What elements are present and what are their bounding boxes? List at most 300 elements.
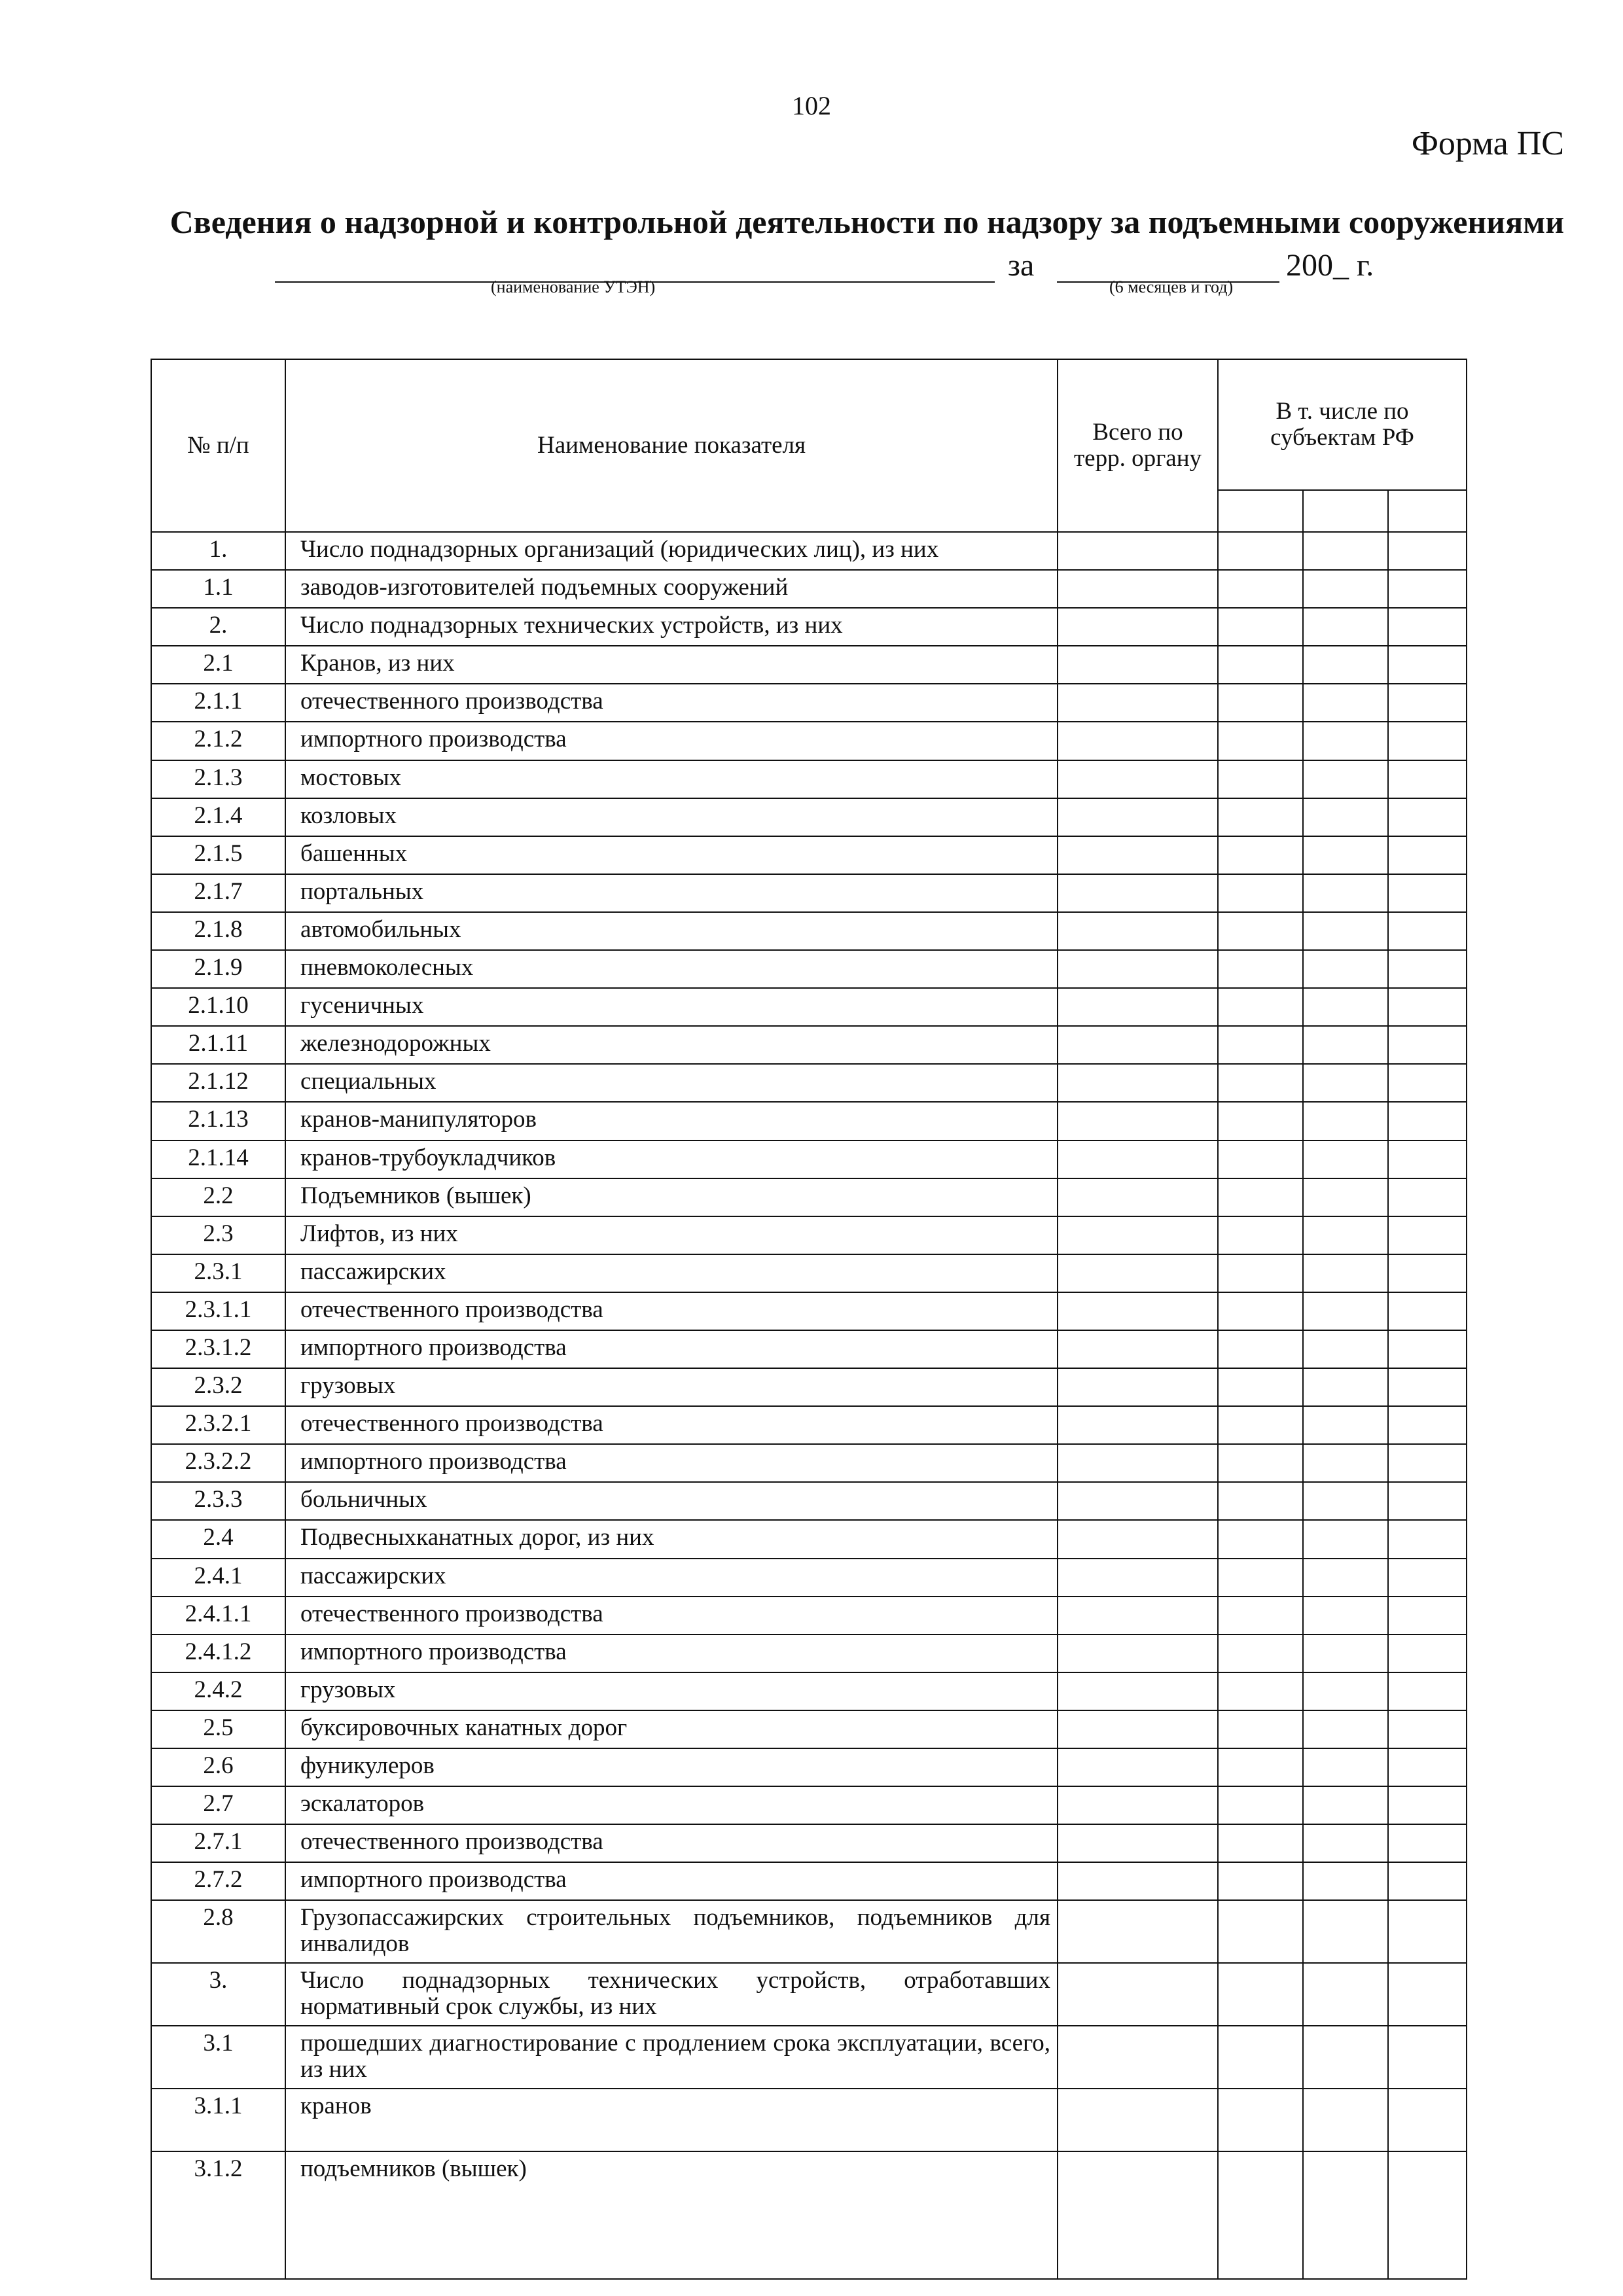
row-indicator-name: пневмоколесных: [285, 950, 1058, 988]
indicators-table: [151, 359, 1467, 2280]
row-indicator-name: Подъемников (вышек): [285, 1178, 1058, 1216]
table-row: [151, 1862, 1467, 1900]
total-cell[interactable]: [1058, 2026, 1218, 2089]
table-row: [151, 988, 1467, 1026]
total-cell[interactable]: [1058, 1824, 1218, 1862]
total-cell[interactable]: [1058, 1064, 1218, 1102]
subject-1-cell[interactable]: [1218, 1026, 1303, 1064]
subject-2-cell[interactable]: [1303, 1597, 1388, 1634]
row-number: 2.1.4: [151, 798, 285, 836]
header-number: № п/п: [151, 359, 285, 532]
row-indicator-name: импортного производства: [285, 1444, 1058, 1482]
subject-2-cell[interactable]: [1303, 722, 1388, 760]
subject-1-cell[interactable]: [1218, 912, 1303, 950]
table-row: [151, 684, 1467, 722]
subject-1-cell[interactable]: [1218, 2151, 1303, 2279]
period-caption: (6 месяцев и год): [1109, 277, 1234, 296]
subject-3-cell[interactable]: [1388, 1520, 1467, 1558]
table-row: [151, 1634, 1467, 1672]
total-cell[interactable]: [1058, 1330, 1218, 1368]
subject-3-cell[interactable]: [1388, 722, 1467, 760]
subject-2-cell[interactable]: [1303, 1559, 1388, 1597]
table-row: [151, 1178, 1467, 1216]
row-indicator-name: импортного производства: [285, 1330, 1058, 1368]
row-indicator-name: грузовых: [285, 1672, 1058, 1710]
row-number: 2.3.2.1: [151, 1406, 285, 1444]
row-number: 2.: [151, 608, 285, 646]
subject-3-cell[interactable]: [1388, 1634, 1467, 1672]
row-indicator-name: кранов-трубоукладчиков: [285, 1140, 1058, 1178]
subject-1-cell[interactable]: [1218, 1330, 1303, 1368]
row-indicator-name: гусеничных: [285, 988, 1058, 1026]
subject-3-cell[interactable]: [1388, 760, 1467, 798]
subject-1-cell[interactable]: [1218, 2089, 1303, 2151]
row-number: 2.6: [151, 1748, 285, 1786]
subject-3-cell[interactable]: [1388, 836, 1467, 874]
table-row: [151, 1216, 1467, 1254]
total-cell[interactable]: [1058, 950, 1218, 988]
subject-1-cell[interactable]: [1218, 988, 1303, 1026]
header-name: Наименование показателя: [285, 359, 1058, 532]
row-indicator-name: прошедших диагностирование с продлением срока эксплуатации, всего, из них: [285, 2026, 1058, 2089]
total-cell[interactable]: [1058, 1482, 1218, 1520]
total-cell[interactable]: [1058, 1368, 1218, 1406]
row-number: 2.1.5: [151, 836, 285, 874]
subject-3-cell[interactable]: [1388, 1026, 1467, 1064]
subject-1-cell[interactable]: [1218, 1748, 1303, 1786]
total-cell[interactable]: [1058, 1292, 1218, 1330]
subject-3-cell[interactable]: [1388, 1102, 1467, 1140]
row-indicator-name: Подвесныхканатных дорог, из них: [285, 1520, 1058, 1558]
table-row: [151, 1026, 1467, 1064]
subject-3-cell[interactable]: [1388, 1254, 1467, 1292]
total-cell[interactable]: [1058, 646, 1218, 684]
row-number: 2.1.11: [151, 1026, 285, 1064]
subject-3-cell[interactable]: [1388, 1748, 1467, 1786]
row-number: 2.8: [151, 1900, 285, 1963]
subject-2-cell[interactable]: [1303, 1330, 1388, 1368]
subject-2-cell[interactable]: [1303, 684, 1388, 722]
row-indicator-name: импортного производства: [285, 1862, 1058, 1900]
total-cell[interactable]: [1058, 1254, 1218, 1292]
subject-2-cell[interactable]: [1303, 950, 1388, 988]
subject-1-cell[interactable]: [1218, 1710, 1303, 1748]
row-indicator-name: импортного производства: [285, 722, 1058, 760]
page-number: 102: [792, 91, 831, 120]
row-number: 2.4.1.2: [151, 1634, 285, 1672]
total-cell[interactable]: [1058, 2089, 1218, 2151]
for-word: за: [1008, 248, 1035, 283]
row-number: 1.1: [151, 570, 285, 608]
table-row: [151, 1748, 1467, 1786]
subject-3-cell[interactable]: [1388, 1786, 1467, 1824]
subject-3-cell[interactable]: [1388, 1672, 1467, 1710]
row-number: 2.1.2: [151, 722, 285, 760]
subject-2-cell[interactable]: [1303, 760, 1388, 798]
total-cell[interactable]: [1058, 1862, 1218, 1900]
table-row: [151, 950, 1467, 988]
total-cell[interactable]: [1058, 1140, 1218, 1178]
subject-1-cell[interactable]: [1218, 1406, 1303, 1444]
total-cell[interactable]: [1058, 1520, 1218, 1558]
subject-3-cell[interactable]: [1388, 1597, 1467, 1634]
subject-1-cell[interactable]: [1218, 760, 1303, 798]
total-cell[interactable]: [1058, 532, 1218, 570]
total-cell[interactable]: [1058, 836, 1218, 874]
row-indicator-name: кранов: [285, 2089, 1058, 2151]
subject-2-cell[interactable]: [1303, 988, 1388, 1026]
row-number: 2.1.7: [151, 874, 285, 912]
row-indicator-name: отечественного производства: [285, 1292, 1058, 1330]
table-row: [151, 1520, 1467, 1558]
subject-3-cell[interactable]: [1388, 950, 1467, 988]
subject-1-cell[interactable]: [1218, 608, 1303, 646]
row-number: 2.7: [151, 1786, 285, 1824]
total-cell[interactable]: [1058, 912, 1218, 950]
total-cell[interactable]: [1058, 684, 1218, 722]
total-cell[interactable]: [1058, 1672, 1218, 1710]
subject-2-cell[interactable]: [1303, 1786, 1388, 1824]
row-number: 2.7.1: [151, 1824, 285, 1862]
subject-1-cell[interactable]: [1218, 1559, 1303, 1597]
organization-caption: (наименование УТЭН): [491, 277, 656, 296]
table-row: [151, 1254, 1467, 1292]
period-line: [275, 247, 1603, 296]
table-row: [151, 1482, 1467, 1520]
subject-2-cell[interactable]: [1303, 912, 1388, 950]
subject-2-cell[interactable]: [1303, 1672, 1388, 1710]
row-number: 3.: [151, 1963, 285, 2026]
row-number: 3.1: [151, 2026, 285, 2089]
subject-2-cell[interactable]: [1303, 1520, 1388, 1558]
row-number: 1.: [151, 532, 285, 570]
table-row: [151, 798, 1467, 836]
row-number: 2.3.1.1: [151, 1292, 285, 1330]
table-row: [151, 1064, 1467, 1102]
table-row: [151, 912, 1467, 950]
subject-1-cell[interactable]: [1218, 1254, 1303, 1292]
subject-2-cell[interactable]: [1303, 1900, 1388, 1963]
header-subject-3: [1388, 490, 1467, 532]
header-subject-2: [1303, 490, 1388, 532]
table-row: [151, 1963, 1467, 2026]
total-cell[interactable]: [1058, 988, 1218, 1026]
subject-3-cell[interactable]: [1388, 1178, 1467, 1216]
row-indicator-name: буксировочных канатных дорог: [285, 1710, 1058, 1748]
row-indicator-name: отечественного производства: [285, 684, 1058, 722]
subject-1-cell[interactable]: [1218, 798, 1303, 836]
row-indicator-name: Кранов, из них: [285, 646, 1058, 684]
table-row: [151, 2089, 1467, 2151]
subject-3-cell[interactable]: [1388, 1330, 1467, 1368]
subject-2-cell[interactable]: [1303, 532, 1388, 570]
subject-3-cell[interactable]: [1388, 912, 1467, 950]
subject-3-cell[interactable]: [1388, 608, 1467, 646]
subject-2-cell[interactable]: [1303, 836, 1388, 874]
total-cell[interactable]: [1058, 1710, 1218, 1748]
row-number: 3.1.1: [151, 2089, 285, 2151]
row-indicator-name: автомобильных: [285, 912, 1058, 950]
subject-2-cell[interactable]: [1303, 2089, 1388, 2151]
subject-1-cell[interactable]: [1218, 1963, 1303, 2026]
subject-3-cell[interactable]: [1388, 1862, 1467, 1900]
row-indicator-name: Число поднадзорных технических устройств, из них: [285, 608, 1058, 646]
total-cell[interactable]: [1058, 1102, 1218, 1140]
subject-1-cell[interactable]: [1218, 646, 1303, 684]
row-indicator-name: отечественного производства: [285, 1597, 1058, 1634]
total-cell[interactable]: [1058, 1026, 1218, 1064]
total-cell[interactable]: [1058, 1178, 1218, 1216]
row-number: 2.4.2: [151, 1672, 285, 1710]
subject-1-cell[interactable]: [1218, 684, 1303, 722]
subject-2-cell[interactable]: [1303, 1482, 1388, 1520]
subject-2-cell[interactable]: [1303, 1862, 1388, 1900]
subject-2-cell[interactable]: [1303, 1444, 1388, 1482]
year-field: 200_ г.: [1286, 248, 1374, 283]
row-number: 2.4: [151, 1520, 285, 1558]
table-row: [151, 1444, 1467, 1482]
subject-2-cell[interactable]: [1303, 2026, 1388, 2089]
header-subject-1: [1218, 490, 1303, 532]
subject-3-cell[interactable]: [1388, 570, 1467, 608]
subject-2-cell[interactable]: [1303, 2151, 1388, 2279]
row-number: 2.7.2: [151, 1862, 285, 1900]
subject-3-cell[interactable]: [1388, 684, 1467, 722]
total-cell[interactable]: [1058, 1597, 1218, 1634]
total-cell[interactable]: [1058, 1748, 1218, 1786]
subject-2-cell[interactable]: [1303, 1254, 1388, 1292]
total-cell[interactable]: [1058, 1559, 1218, 1597]
subject-2-cell[interactable]: [1303, 646, 1388, 684]
table-row: [151, 1786, 1467, 1824]
table-row: [151, 1672, 1467, 1710]
subject-1-cell[interactable]: [1218, 1292, 1303, 1330]
subject-1-cell[interactable]: [1218, 1444, 1303, 1482]
row-indicator-name: железнодорожных: [285, 1026, 1058, 1064]
subject-3-cell[interactable]: [1388, 2151, 1467, 2279]
row-number: 2.3.1.2: [151, 1330, 285, 1368]
total-cell[interactable]: [1058, 1406, 1218, 1444]
subject-1-cell[interactable]: [1218, 950, 1303, 988]
subject-1-cell[interactable]: [1218, 1178, 1303, 1216]
subject-1-cell[interactable]: [1218, 1140, 1303, 1178]
total-cell[interactable]: [1058, 1900, 1218, 1963]
row-indicator-name: отечественного производства: [285, 1406, 1058, 1444]
row-number: 2.3.2: [151, 1368, 285, 1406]
subject-1-cell[interactable]: [1218, 722, 1303, 760]
row-number: 2.1: [151, 646, 285, 684]
table-row: [151, 2151, 1467, 2279]
subject-3-cell[interactable]: [1388, 532, 1467, 570]
row-indicator-name: башенных: [285, 836, 1058, 874]
row-number: 2.5: [151, 1710, 285, 1748]
row-indicator-name: мостовых: [285, 760, 1058, 798]
subject-2-cell[interactable]: [1303, 608, 1388, 646]
subject-1-cell[interactable]: [1218, 2026, 1303, 2089]
subject-3-cell[interactable]: [1388, 1444, 1467, 1482]
total-cell[interactable]: [1058, 1216, 1218, 1254]
subject-2-cell[interactable]: [1303, 1748, 1388, 1786]
document-title: Сведения о надзорной и контрольной деятельности по надзору за подъемными сооружениями: [169, 203, 1564, 240]
subject-3-cell[interactable]: [1388, 2026, 1467, 2089]
subject-2-cell[interactable]: [1303, 1710, 1388, 1748]
table-row: [151, 1710, 1467, 1748]
table-row: [151, 1559, 1467, 1597]
subject-3-cell[interactable]: [1388, 798, 1467, 836]
subject-1-cell[interactable]: [1218, 532, 1303, 570]
subject-3-cell[interactable]: [1388, 1140, 1467, 1178]
subject-3-cell[interactable]: [1388, 2089, 1467, 2151]
subject-1-cell[interactable]: [1218, 1862, 1303, 1900]
table-row: [151, 532, 1467, 570]
table-row: [151, 1824, 1467, 1862]
row-indicator-name: больничных: [285, 1482, 1058, 1520]
row-number: 3.1.2: [151, 2151, 285, 2279]
row-indicator-name: пассажирских: [285, 1254, 1058, 1292]
table-row: [151, 608, 1467, 646]
row-number: 2.4.1.1: [151, 1597, 285, 1634]
row-indicator-name: портальных: [285, 874, 1058, 912]
subject-2-cell[interactable]: [1303, 1963, 1388, 2026]
subject-2-cell[interactable]: [1303, 1292, 1388, 1330]
subject-1-cell[interactable]: [1218, 1102, 1303, 1140]
row-indicator-name: кранов-манипуляторов: [285, 1102, 1058, 1140]
subject-2-cell[interactable]: [1303, 798, 1388, 836]
subject-3-cell[interactable]: [1388, 1963, 1467, 2026]
row-number: 2.1.9: [151, 950, 285, 988]
table-row: [151, 570, 1467, 608]
total-cell[interactable]: [1058, 722, 1218, 760]
table-row: [151, 1900, 1467, 1963]
table-row: [151, 1140, 1467, 1178]
table-row: [151, 1406, 1467, 1444]
row-indicator-name: эскалаторов: [285, 1786, 1058, 1824]
total-cell[interactable]: [1058, 1786, 1218, 1824]
header-total: Всего по терр. органу: [1058, 359, 1218, 532]
subject-2-cell[interactable]: [1303, 1178, 1388, 1216]
subject-2-cell[interactable]: [1303, 1824, 1388, 1862]
subject-1-cell[interactable]: [1218, 570, 1303, 608]
subject-1-cell[interactable]: [1218, 1520, 1303, 1558]
total-cell[interactable]: [1058, 798, 1218, 836]
table-row: [151, 836, 1467, 874]
row-number: 2.1.13: [151, 1102, 285, 1140]
row-indicator-name: грузовых: [285, 1368, 1058, 1406]
total-cell[interactable]: [1058, 1444, 1218, 1482]
table-row: [151, 1368, 1467, 1406]
subject-3-cell[interactable]: [1388, 646, 1467, 684]
row-number: 2.3: [151, 1216, 285, 1254]
total-cell[interactable]: [1058, 874, 1218, 912]
row-number: 2.1.12: [151, 1064, 285, 1102]
total-cell[interactable]: [1058, 570, 1218, 608]
subject-3-cell[interactable]: [1388, 1900, 1467, 1963]
table-body: [151, 532, 1467, 2279]
subject-1-cell[interactable]: [1218, 836, 1303, 874]
table-row: [151, 1292, 1467, 1330]
subject-1-cell[interactable]: [1218, 1368, 1303, 1406]
subject-2-cell[interactable]: [1303, 1140, 1388, 1178]
subject-3-cell[interactable]: [1388, 1824, 1467, 1862]
subject-2-cell[interactable]: [1303, 1064, 1388, 1102]
row-indicator-name: импортного производства: [285, 1634, 1058, 1672]
row-number: 2.4.1: [151, 1559, 285, 1597]
table-row: [151, 1597, 1467, 1634]
subject-2-cell[interactable]: [1303, 1026, 1388, 1064]
subject-1-cell[interactable]: [1218, 1900, 1303, 1963]
subject-3-cell[interactable]: [1388, 1216, 1467, 1254]
row-number: 2.1.3: [151, 760, 285, 798]
subject-2-cell[interactable]: [1303, 570, 1388, 608]
subject-2-cell[interactable]: [1303, 1216, 1388, 1254]
subject-3-cell[interactable]: [1388, 1368, 1467, 1406]
subject-1-cell[interactable]: [1218, 1634, 1303, 1672]
total-cell[interactable]: [1058, 2151, 1218, 2279]
table-row: [151, 874, 1467, 912]
subject-3-cell[interactable]: [1388, 1710, 1467, 1748]
row-indicator-name: отечественного производства: [285, 1824, 1058, 1862]
subject-3-cell[interactable]: [1388, 874, 1467, 912]
subject-2-cell[interactable]: [1303, 1406, 1388, 1444]
table-row: [151, 1102, 1467, 1140]
subject-1-cell[interactable]: [1218, 1786, 1303, 1824]
table-row: [151, 646, 1467, 684]
subject-1-cell[interactable]: [1218, 1064, 1303, 1102]
row-number: 2.1.1: [151, 684, 285, 722]
total-cell[interactable]: [1058, 1634, 1218, 1672]
row-number: 2.1.14: [151, 1140, 285, 1178]
row-indicator-name: Число поднадзорных технических устройств, отработавших нормативный срок службы, из них: [285, 1963, 1058, 2026]
row-number: 2.1.8: [151, 912, 285, 950]
row-number: 2.2: [151, 1178, 285, 1216]
table-row: [151, 2026, 1467, 2089]
row-indicator-name: Число поднадзорных организаций (юридических лиц), из них: [285, 532, 1058, 570]
row-number: 2.3.2.2: [151, 1444, 285, 1482]
subject-3-cell[interactable]: [1388, 1559, 1467, 1597]
subject-2-cell[interactable]: [1303, 874, 1388, 912]
row-indicator-name: подъемников (вышек): [285, 2151, 1058, 2279]
table-row: [151, 1330, 1467, 1368]
subject-3-cell[interactable]: [1388, 1482, 1467, 1520]
row-indicator-name: пассажирских: [285, 1559, 1058, 1597]
subject-3-cell[interactable]: [1388, 1406, 1467, 1444]
subject-1-cell[interactable]: [1218, 874, 1303, 912]
row-indicator-name: фуникулеров: [285, 1748, 1058, 1786]
total-cell[interactable]: [1058, 760, 1218, 798]
subject-3-cell[interactable]: [1388, 988, 1467, 1026]
row-number: 2.3.1: [151, 1254, 285, 1292]
subject-1-cell[interactable]: [1218, 1824, 1303, 1862]
total-cell[interactable]: [1058, 608, 1218, 646]
subject-3-cell[interactable]: [1388, 1292, 1467, 1330]
subject-3-cell[interactable]: [1388, 1064, 1467, 1102]
subject-2-cell[interactable]: [1303, 1634, 1388, 1672]
row-indicator-name: Лифтов, из них: [285, 1216, 1058, 1254]
row-number: 2.1.10: [151, 988, 285, 1026]
subject-1-cell[interactable]: [1218, 1597, 1303, 1634]
subject-1-cell[interactable]: [1218, 1216, 1303, 1254]
row-indicator-name: заводов-изготовителей подъемных сооружений: [285, 570, 1058, 608]
table-row: [151, 722, 1467, 760]
subject-1-cell[interactable]: [1218, 1482, 1303, 1520]
subject-2-cell[interactable]: [1303, 1102, 1388, 1140]
header-by-subjects: В т. числе по субъектам РФ: [1218, 359, 1467, 490]
form-label: Форма ПС: [1411, 125, 1564, 162]
row-indicator-name: козловых: [285, 798, 1058, 836]
total-cell[interactable]: [1058, 1963, 1218, 2026]
subject-1-cell[interactable]: [1218, 1672, 1303, 1710]
subject-2-cell[interactable]: [1303, 1368, 1388, 1406]
